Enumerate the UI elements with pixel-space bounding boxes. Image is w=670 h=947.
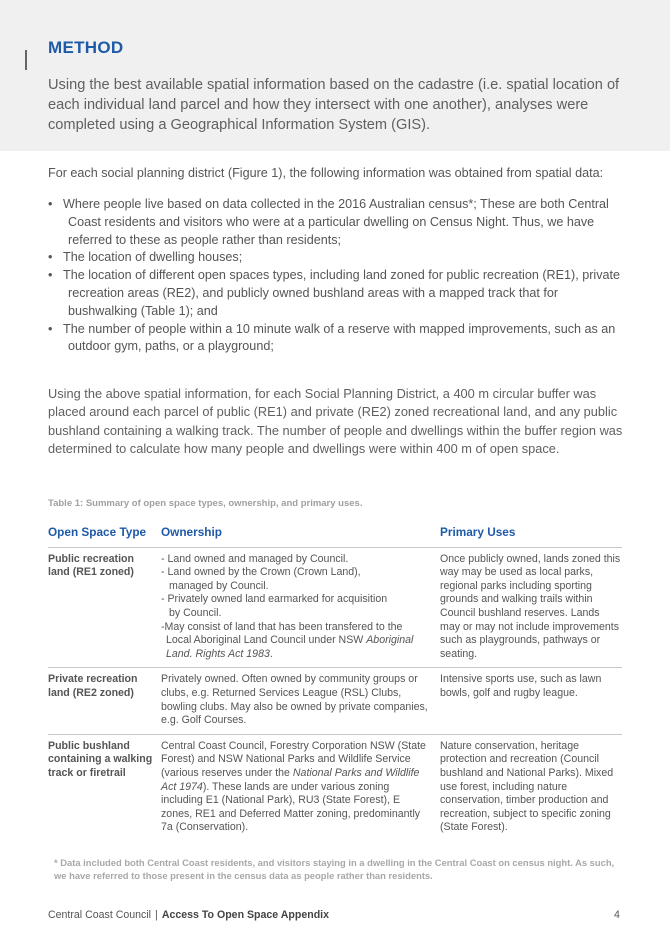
column-header-uses: Primary Uses	[440, 522, 622, 547]
census-footnote: * Data included both Central Coast residents, and visitors staying in a dwelling in the Central Coast on census night. As such, we have referred to those present in the census data as people rather than residents.	[54, 857, 615, 881]
bullet-icon: •	[48, 250, 53, 265]
bullet-icon: •	[48, 268, 53, 283]
table-row	[48, 547, 622, 668]
table-header-row	[48, 522, 622, 547]
list-item: • The location of different open spaces types, including land zoned for public recreation (RE1), private recreation areas (RE2), and publicly owned bushland areas with a mapped track that for bushwalking (Table 1); and	[48, 268, 621, 318]
section-marker-bar	[25, 50, 27, 70]
cell-ownership: - Land owned and managed by Council. - Land owned by the Crown (Crown Land), managed by Council. - Privately owned land earmarked for acquisition by Council. -May consist of land that has been transfered to the Local Aboriginal Land Council under NSW Aboriginal Land. Rights Act 1983.	[161, 547, 440, 668]
bullet-icon: •	[48, 197, 53, 211]
list-item: • The location of dwelling houses;	[48, 249, 628, 267]
cell-uses: Nature conservation, heritage protection and recreation (Council bushland and National Parks). Mixed use forest, including nature conservation, timber production and recreation, subject to specific zoning (State Forest).	[440, 739, 614, 834]
section-title: METHOD	[48, 38, 124, 57]
buffer-method-paragraph: Using the above spatial information, for each Social Planning District, a 400 m circular buffer was placed around each parcel of public (RE1) and private (RE2) zoned recreational land, and any public bushland containing a walking track. The number of people and dwellings within the buffer region was determined to calculate how many people and dwellings were within 400 m of open space.	[48, 386, 623, 457]
list-item: • The number of people within a 10 minute walk of a reserve with mapped improvements, such as an outdoor gym, paths, or a playground;	[48, 321, 616, 354]
page-number: 4	[614, 909, 620, 921]
open-space-summary-table	[48, 522, 622, 841]
intro-paragraph: For each social planning district (Figure 1), the following information was obtained from spatial data:	[48, 166, 604, 180]
footer-document-title: Access To Open Space Appendix	[161, 909, 330, 921]
cell-ownership: Privately owned. Often owned by community groups or clubs, e.g. Returned Services League (RSL) Clubs, bowling clubs. May also be owned by private companies, e.g. Golf Courses.	[161, 668, 440, 734]
table-row	[48, 668, 622, 734]
cell-type: Private recreation land (RE2 zoned)	[48, 668, 161, 734]
column-header-type: Open Space Type	[48, 522, 161, 547]
cell-uses: Intensive sports use, such as lawn bowls, golf and rugby league.	[440, 668, 622, 734]
footer-organisation: Central Coast Council	[48, 909, 152, 921]
cell-type: Public recreation land (RE1 zoned)	[48, 547, 161, 668]
table-caption: Table 1: Summary of open space types, ownership, and primary uses.	[48, 498, 363, 509]
cell-ownership: Central Coast Council, Forestry Corporation NSW (State Forest) and NSW National Parks and Wildlife Service (various reserves under the National Parks and Wildlife Act 1974). These lands are under various zoning including E1 (National Park), RU3 (State Forest), E zones, RE1 and Deferred Matter zoning, predominantly 7a (Conservation).	[161, 739, 426, 834]
cell-uses: Once publicly owned, lands zoned this way may be used as local parks, regional parks including sporting grounds and walking trails within Council bushland reserves. Lands may or may not include improvements such as playgrounds, pathways or seating.	[440, 547, 622, 668]
cell-type: Public bushland containing a walking track or firetrail	[48, 739, 153, 779]
method-header-panel	[0, 0, 670, 151]
footer-separator: |	[155, 909, 158, 921]
bullet-icon: •	[48, 321, 53, 336]
column-header-ownership: Ownership	[161, 522, 440, 547]
list-item: • Where people live based on data collected in the 2016 Australian census*; These are both Central Coast residents and visitors who were at a particular dwelling on Census Night. Thus, we have referred to these as people rather than residents;	[48, 197, 609, 247]
table-row	[48, 734, 622, 841]
method-summary: Using the best available spatial information based on the cadastre (i.e. spatial location of each individual land parcel and how they intersect with one another), analyses were completed using a Geographical Information System (GIS).	[48, 77, 620, 133]
page-footer	[48, 909, 329, 921]
data-sources-list	[48, 196, 628, 356]
